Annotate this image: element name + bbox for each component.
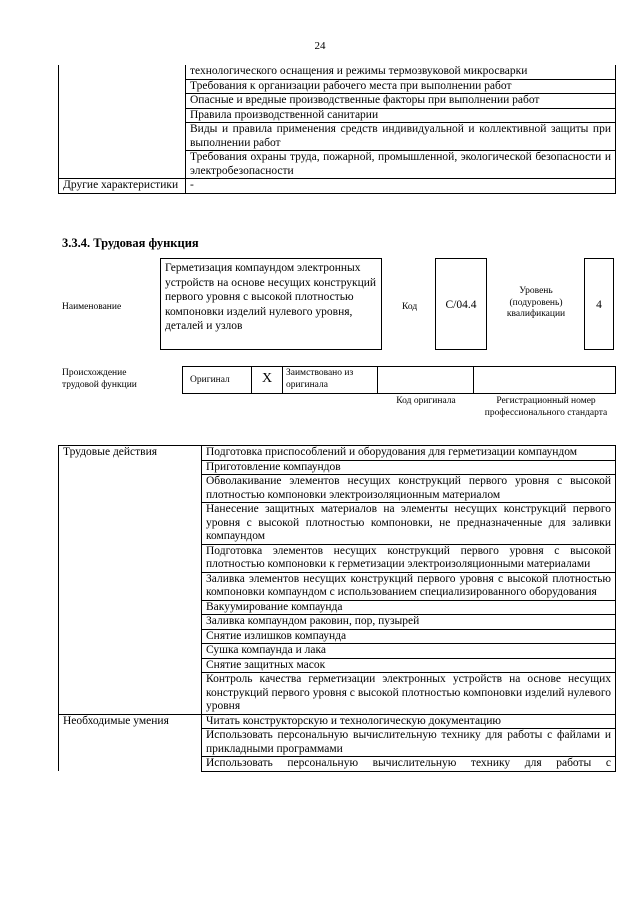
code-label: Код [402, 302, 418, 312]
skill-item: Читать конструкторскую и технологическую документацию [202, 714, 616, 729]
action-item: Нанесение защитных материалов на элементы несущих конструкций первого уровня с высокой плотностью компоновки, не предназначенные для заливки компаундом [202, 503, 616, 545]
other-characteristics-value: - [186, 179, 616, 194]
origin-label: Происхождение трудовой функции [62, 368, 137, 390]
knowledge-item: Требования охраны труда, пожарной, промышленной, экологической безопасности и электробезопасности [186, 151, 616, 179]
level-label: Уровень (подуровень) квалификации [506, 286, 566, 319]
knowledge-item: Опасные и вредные производственные факторы при выполнении работ [186, 94, 616, 109]
action-item: Подготовка приспособлений и оборудования для герметизации компаундом [202, 446, 616, 461]
level-value-box: 4 [584, 258, 614, 350]
skill-item: Использовать персональную вычислительную технику для работы с файлами и прикладными программами [202, 729, 616, 757]
action-item: Подготовка элементов несущих конструкций первого уровня с высокой плотностью компоновки к герметизации электроизоляционными материалами [202, 544, 616, 572]
code-value-box: C/04.4 [435, 258, 487, 350]
top-requirements-table [58, 65, 616, 194]
action-item: Обволакивание элементов несущих конструкций первого уровня с высокой плотностью компоновки электроизоляционным материалом [202, 475, 616, 503]
labor-actions-table [58, 445, 616, 772]
skills-label: Необходимые умения [59, 714, 202, 729]
actions-label: Трудовые действия [59, 446, 202, 461]
origin-code-caption: Код оригинала [396, 396, 456, 406]
borrowed-label: Заимствовано из оригинала [286, 368, 354, 390]
knowledge-item: технологического оснащения и режимы термозвуковой микросварки [186, 65, 616, 79]
knowledge-item: Правила производственной санитарии [186, 108, 616, 123]
action-item: Заливка компаундом раковин, пор, пузырей [202, 615, 616, 630]
action-item: Приготовление компаундов [202, 460, 616, 475]
reg-number-caption: Регистрационный номер профессионального стандарта [484, 396, 608, 418]
section-heading: 3.3.4. Трудовая функция [62, 236, 199, 250]
action-item: Вакуумирование компаунда [202, 600, 616, 615]
page-number: 24 [314, 40, 326, 52]
function-name-box: Герметизация компаундом электронных устройств на основе несущих конструкций первого уровня с высокой плотностью компоновки изделий нулевого уровня, деталей и узлов [160, 258, 382, 350]
action-item: Снятие защитных масок [202, 658, 616, 673]
skill-item: Использовать персональную вычислительную технику для работы с [202, 757, 616, 772]
action-item: Снятие излишков компаунда [202, 629, 616, 644]
knowledge-item: Требования к организации рабочего места при выполнении работ [186, 79, 616, 94]
action-item: Заливка элементов несущих конструкций первого уровня с высокой плотностью компоновки компаундом с использованием специализированного оборудования [202, 572, 616, 600]
knowledge-item: Виды и правила применения средств индивидуальной и коллективной защиты при выполнении работ [186, 123, 616, 151]
original-label: Оригинал [190, 375, 230, 385]
original-mark: X [261, 371, 273, 386]
name-label: Наименование [62, 302, 122, 312]
origin-table [182, 366, 616, 394]
other-characteristics-label: Другие характеристики [59, 179, 186, 194]
action-item: Контроль качества герметизации электронных устройств на основе несущих конструкций первого уровня с высокой плотностью компоновки изделий нулевого уровня [202, 673, 616, 715]
action-item: Сушка компаунда и лака [202, 644, 616, 659]
